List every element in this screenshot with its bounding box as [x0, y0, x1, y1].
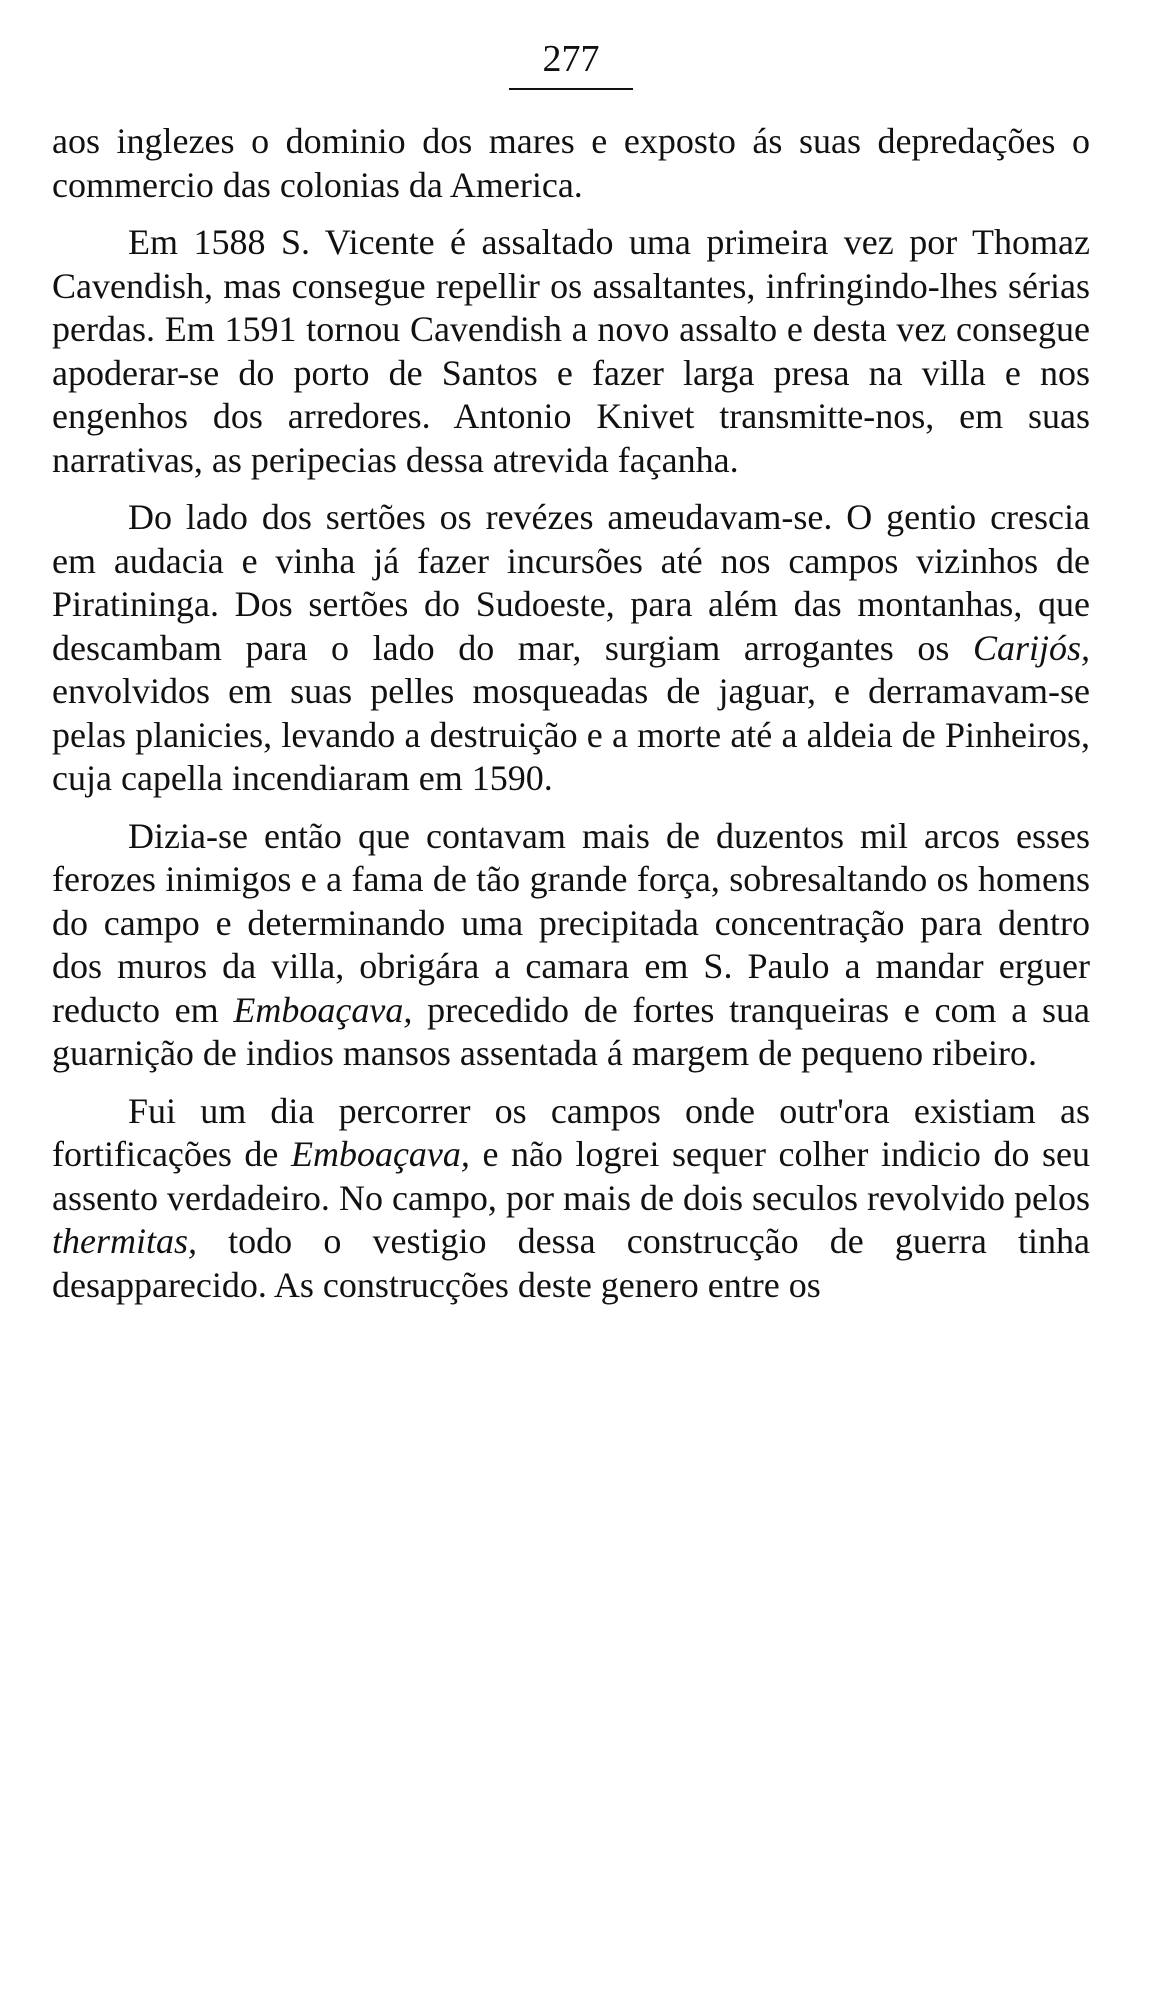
text-run: Dizia-se então que contavam mais de duzentos mil arcos esses ferozes inimigos e a fama de tão grande força, sobresaltando os homens do campo e determinando uma precipitada concentração para dentro dos muros da villa, obrigára a camara em S. Paulo a mandar erguer reducto em — [52, 815, 1090, 1030]
body-text — [52, 120, 1090, 1307]
text-run: envolvidos em suas pelles mosqueadas de jaguar, e derramavam-se pelas planicies, levando a destruição e a morte até a aldeia de Pinheiros, cuja capella incendiaram em 1590. — [52, 671, 1090, 798]
paragraph-p4 — [52, 815, 1090, 1076]
text-run: e não logrei sequer colher indicio do seu assento verdadeiro. No campo, por mais de dois seculos revolvido pelos — [52, 1134, 1090, 1218]
page-number: 277 — [542, 38, 600, 80]
header-rule — [509, 88, 633, 90]
italic-term: Carijós, — [972, 627, 1090, 668]
text-run: Do lado dos sertões os revézes ameudavam-se. O gentio crescia em audacia e vinha já fazer incursões até nos campos vizinhos de Piratininga. Dos sertões do Sudoeste, para além das montanhas, que descambam para o lado do mar, surgiam arrogantes os — [52, 497, 1090, 668]
paragraph-p2 — [52, 221, 1090, 482]
text-run: Fui um dia percorrer os campos onde outr'ora existiam as fortificações de — [52, 1090, 1090, 1174]
italic-term: thermitas, — [52, 1221, 198, 1261]
italic-term: Emboaçava, — [233, 989, 413, 1030]
paragraph-p5 — [52, 1090, 1090, 1308]
paragraph-p3 — [52, 496, 1090, 801]
text-run: Em 1588 S. Vicente é assaltado uma primeira vez por Thomaz Cavendish, mas consegue repellir os assaltantes, infringindo-lhes sérias perdas. Em 1591 tornou Cavendish a novo assalto e desta vez consegue apoderar-se do porto de Santos e fazer larga presa na villa e nos engenhos dos arredores. Antonio Knivet transmitte-nos, em suas narrativas, as peripecias dessa atrevida façanha. — [52, 222, 1090, 480]
book-page — [52, 36, 1090, 1321]
italic-term: Emboaçava, — [290, 1134, 470, 1174]
text-run: aos inglezes o dominio dos mares e exposto ás suas depredações o commercio das colonias da America. — [52, 121, 1090, 205]
text-run: precedido de fortes tranqueiras e com a sua guarnição de indios mansos assentada á margem de pequeno ribeiro. — [52, 989, 1090, 1073]
paragraph-p1 — [52, 120, 1090, 207]
text-run: todo o vestigio dessa construcção de guerra tinha desapparecido. As construcções deste genero entre os — [52, 1221, 1090, 1305]
